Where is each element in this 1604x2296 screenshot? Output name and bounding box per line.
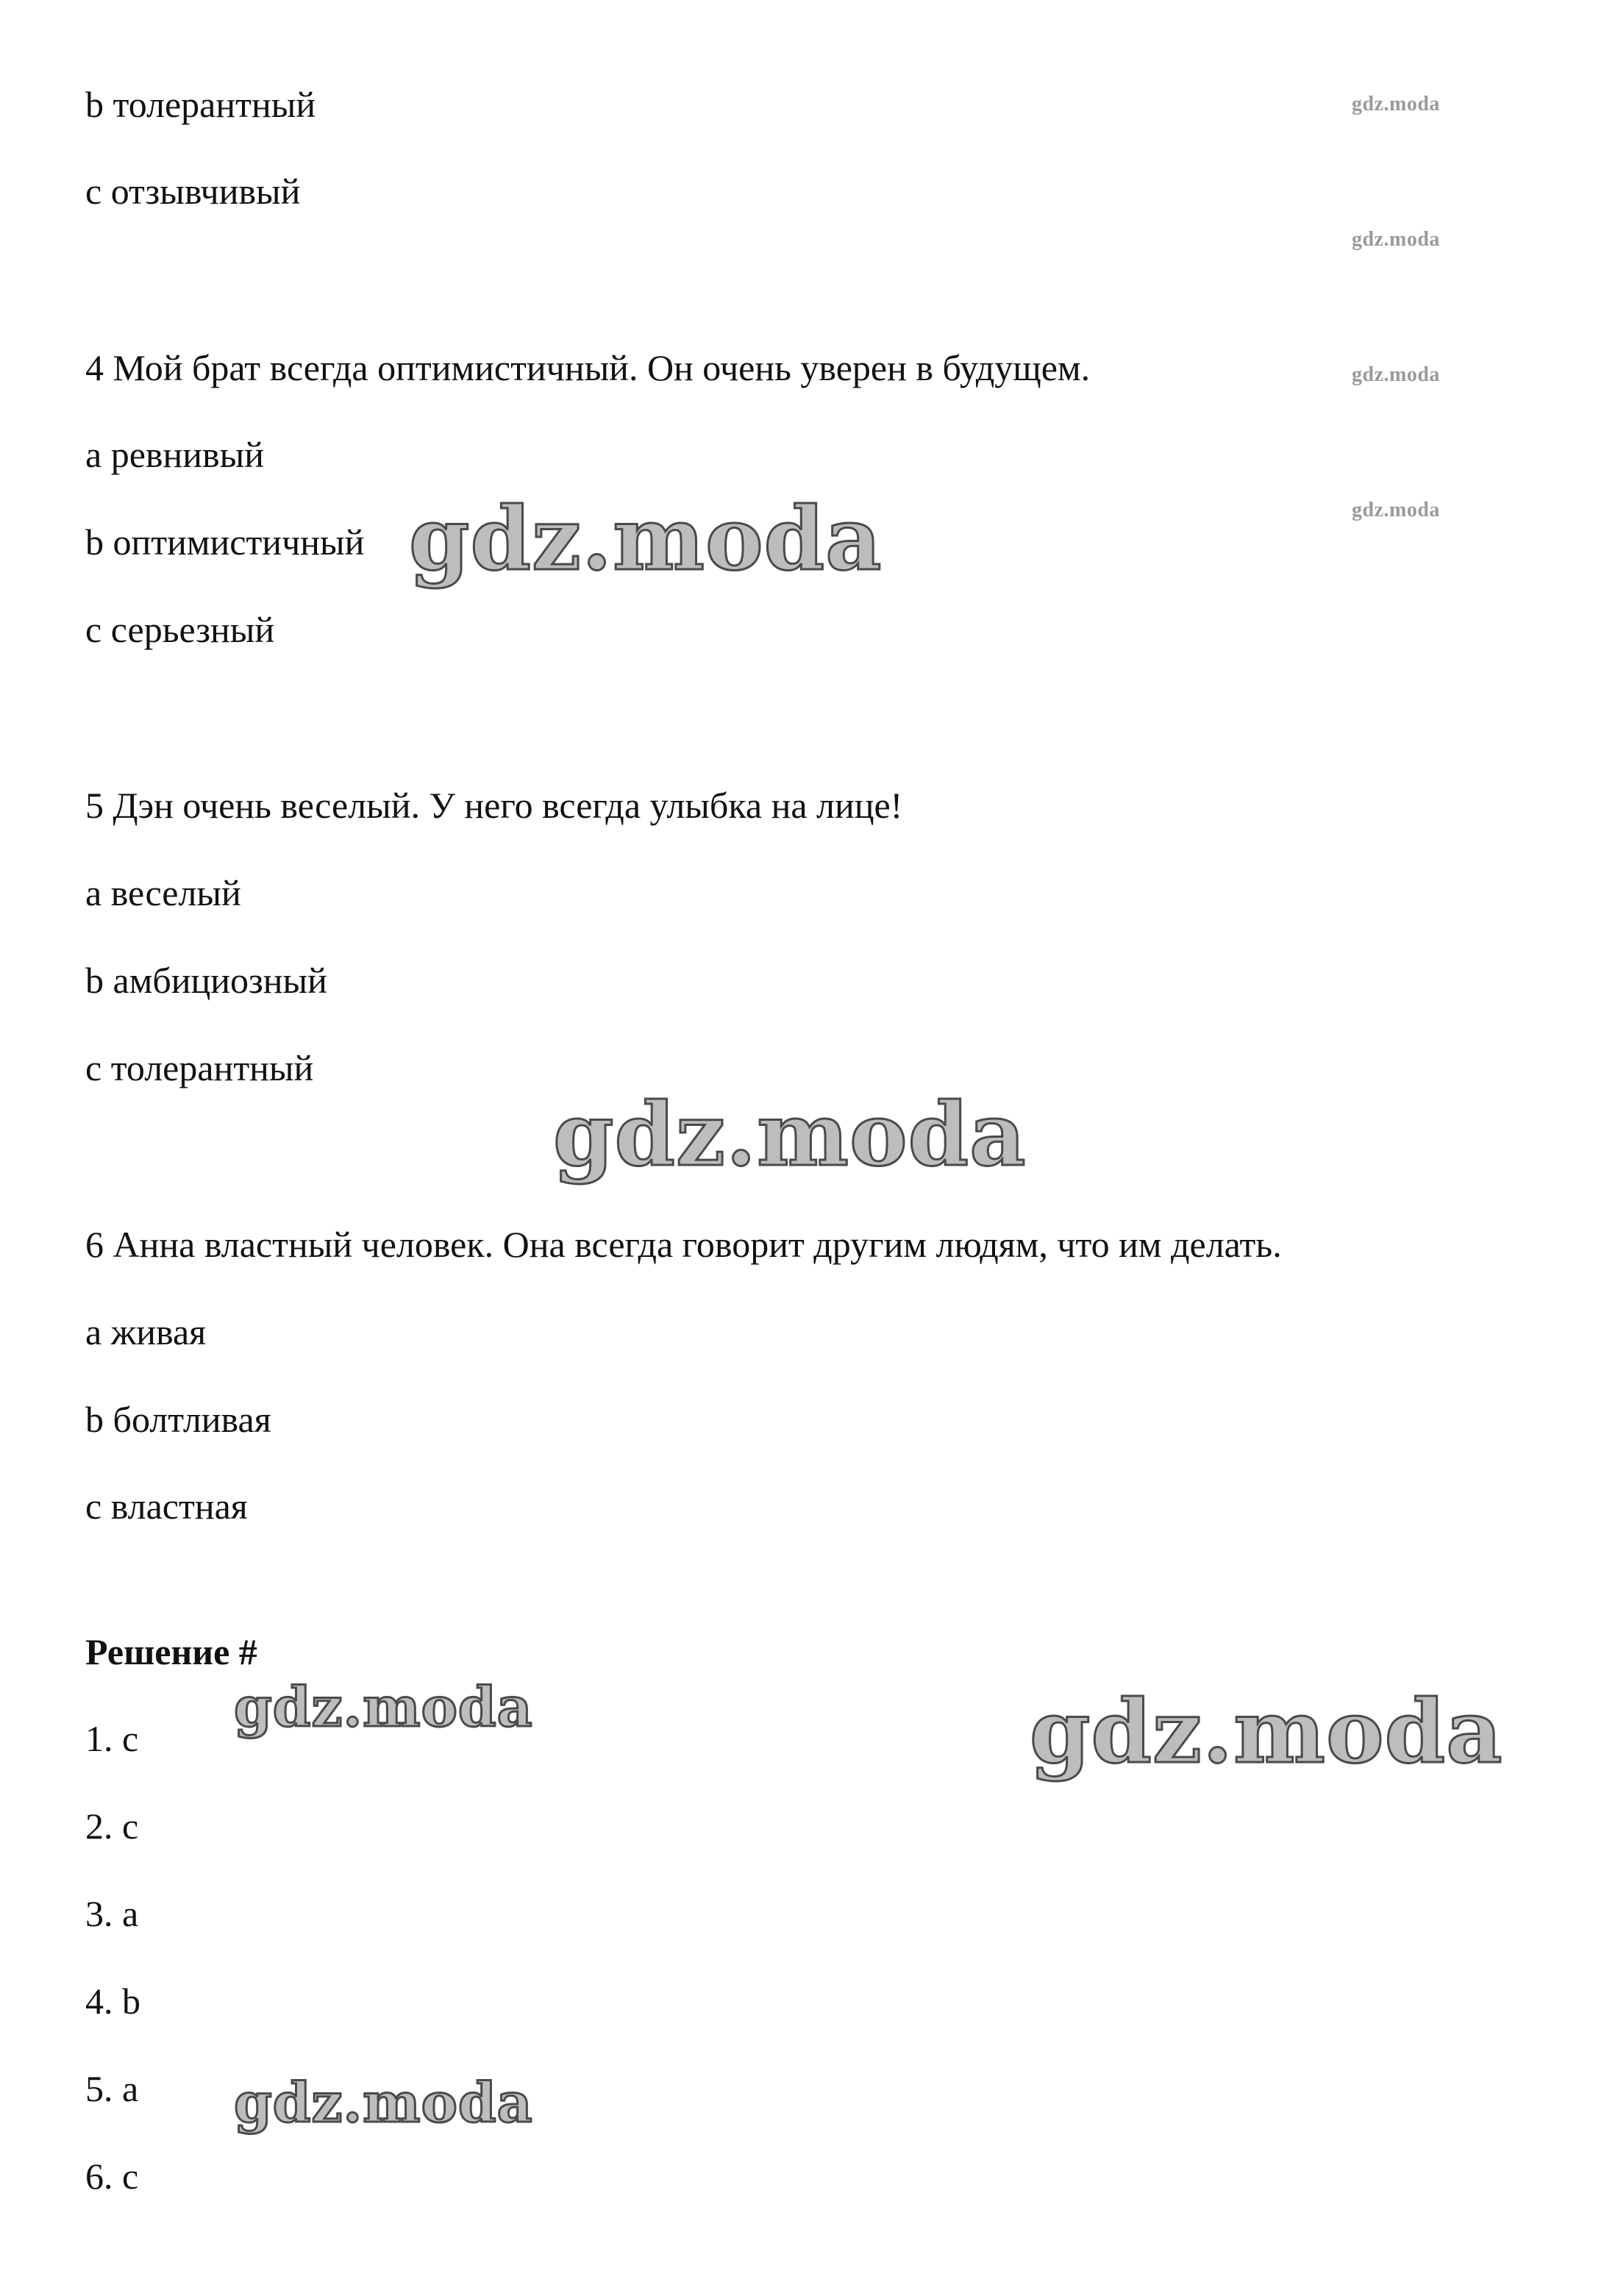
option-6b: b болтливая xyxy=(85,1399,271,1440)
answer-6: 6. c xyxy=(85,2156,139,2197)
option-3b: b толерантный xyxy=(85,84,316,125)
option-6c: c властная xyxy=(85,1486,248,1527)
answer-3: 3. a xyxy=(85,1893,139,1934)
answer-5: 5. a xyxy=(85,2068,139,2109)
answer-2: 2. c xyxy=(85,1805,139,1847)
watermark-medium-1: gdz.moda xyxy=(234,1676,533,1739)
watermark-medium-2: gdz.moda xyxy=(234,2072,533,2135)
question-5: 5 Дэн очень веселый. У него всегда улыбка на лице! xyxy=(85,785,903,826)
question-6: 6 Анна властный человек. Она всегда говорит другим людям, что им делать. xyxy=(85,1224,1282,1265)
option-5c: c толерантный xyxy=(85,1047,314,1088)
option-4c: c серьезный xyxy=(85,609,275,650)
answer-4: 4. b xyxy=(85,1981,140,2022)
question-4: 4 Мой брат всегда оптимистичный. Он очень уверен в будущем. xyxy=(85,347,1091,388)
solution-heading: Решение # xyxy=(85,1631,257,1672)
watermark-small-1: gdz.moda xyxy=(1352,93,1440,115)
answer-1: 1. c xyxy=(85,1718,139,1759)
option-6a: a живая xyxy=(85,1311,207,1352)
option-4b: b оптимистичный xyxy=(85,521,365,563)
watermark-small-4: gdz.moda xyxy=(1352,499,1440,521)
option-5b: b амбициозный xyxy=(85,960,327,1001)
option-3c: c отзывчивый xyxy=(85,171,301,212)
watermark-large-2: gdz.moda xyxy=(553,1083,1027,1186)
option-4a: a ревнивый xyxy=(85,434,264,475)
option-5a: a веселый xyxy=(85,872,241,913)
watermark-small-3: gdz.moda xyxy=(1352,363,1440,386)
watermark-large-1: gdz.moda xyxy=(409,488,883,590)
watermark-large-3: gdz.moda xyxy=(1030,1680,1503,1783)
watermark-small-2: gdz.moda xyxy=(1352,228,1440,251)
